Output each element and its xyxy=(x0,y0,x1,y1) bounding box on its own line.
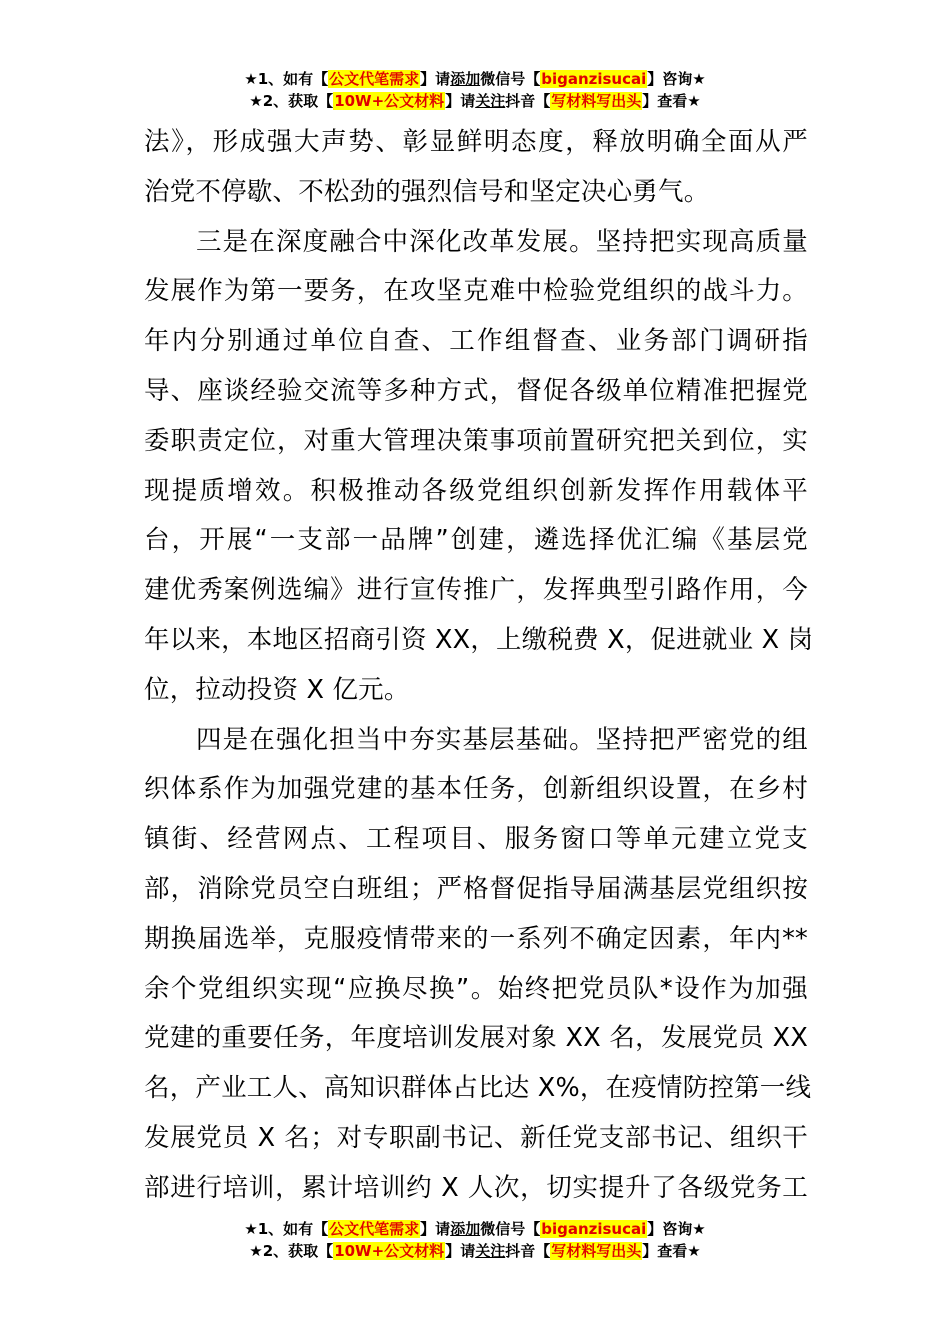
banner-text: 】请 xyxy=(420,70,451,88)
banner-text: ★1、如有【 xyxy=(244,1220,329,1238)
banner-text: 抖音【 xyxy=(505,1242,551,1260)
body-line: 建优秀案例选编》进行宣传推广，发挥典型引路作用，今 xyxy=(144,575,808,606)
highlight-materials: 10W+公文材料 xyxy=(334,92,445,110)
banner-underlined: 关注 xyxy=(475,1242,506,1260)
banner-text: 微信号【 xyxy=(480,70,541,88)
banner-line-2 xyxy=(0,1240,950,1262)
body-line: 法》，形成强大声势、彰显鲜明态度，释放明确全面从严 xyxy=(144,127,808,157)
body-line: 部，消除党员空白班组；严格督促指导届满基层党组织按 xyxy=(144,873,808,904)
body-line: 位，拉动投资 X 亿元。 xyxy=(144,674,410,705)
document-body xyxy=(144,118,814,1214)
body-line: 发展党员 X 名；对专职副书记、新任党支部书记、组织干 xyxy=(144,1122,808,1153)
top-banner xyxy=(0,68,950,112)
banner-text: 微信号【 xyxy=(480,1220,541,1238)
body-line: 发展作为第一要务，在攻坚克难中检验党组织的战斗力。 xyxy=(144,276,808,307)
banner-line-2 xyxy=(0,90,950,112)
banner-text: 】查看★ xyxy=(642,92,701,110)
body-line: 台，开展“一支部一品牌”创建，遴选择优汇编《基层党 xyxy=(144,525,808,556)
body-line: 名，产业工人、高知识群体占比达 X%，在疫情防控第一线 xyxy=(144,1073,812,1104)
body-line: 织体系作为加强党建的基本任务，创新组织设置，在乡村 xyxy=(144,774,808,805)
highlight-wechat-id: biganzisucai xyxy=(541,70,647,88)
banner-text: 抖音【 xyxy=(505,92,551,110)
body-line: 镇街、经营网点、工程项目、服务窗口等单元建立党支 xyxy=(144,824,808,855)
highlight-douyin: 写材料写出头 xyxy=(551,1242,642,1260)
banner-text: 】咨询★ xyxy=(647,1220,706,1238)
banner-text: 】请 xyxy=(420,1220,451,1238)
highlight-wechat-id: biganzisucai xyxy=(541,1220,647,1238)
bottom-banner xyxy=(0,1218,950,1262)
paragraph-heading-line: 三是在深度融合中深化改革发展。坚持把实现高质量 xyxy=(196,226,808,257)
paragraph-heading-line: 四是在强化担当中夯实基层基础。坚持把严密党的组 xyxy=(196,724,808,755)
body-line: 治党不停歇、不松劲的强烈信号和坚定决心勇气。 xyxy=(144,176,710,207)
banner-text: ★2、获取【 xyxy=(249,92,334,110)
body-line: 导、座谈经验交流等多种方式，督促各级单位精准把握党 xyxy=(144,375,808,406)
banner-line-1 xyxy=(0,68,950,90)
banner-text: 】查看★ xyxy=(642,1242,701,1260)
body-line: 党建的重要任务，年度培训发展对象 XX 名，发展党员 XX xyxy=(144,1023,808,1054)
body-line: 期换届选举，克服疫情带来的一系列不确定因素，年内** xyxy=(144,923,808,954)
body-line: 部进行培训，累计培训约 X 人次，切实提升了各级党务工 xyxy=(144,1172,808,1203)
highlight-service: 公文代笔需求 xyxy=(329,1220,420,1238)
banner-text: ★1、如有【 xyxy=(244,70,329,88)
banner-text: ★2、获取【 xyxy=(249,1242,334,1260)
body-line: 现提质增效。积极推动各级党组织创新发挥作用载体平 xyxy=(144,475,808,506)
banner-line-1 xyxy=(0,1218,950,1240)
highlight-materials: 10W+公文材料 xyxy=(334,1242,445,1260)
banner-underlined: 添加 xyxy=(450,70,481,88)
banner-underlined: 关注 xyxy=(475,92,506,110)
body-line: 年内分别通过单位自查、工作组督查、业务部门调研指 xyxy=(144,326,808,357)
body-line: 年以来，本地区招商引资 XX，上缴税费 X，促进就业 X 岗 xyxy=(144,624,814,655)
banner-text: 】请 xyxy=(445,92,476,110)
highlight-service: 公文代笔需求 xyxy=(329,70,420,88)
body-line: 余个党组织实现“应换尽换”。始终把党员队*设作为加强 xyxy=(144,973,808,1004)
banner-text: 】咨询★ xyxy=(647,70,706,88)
banner-text: 】请 xyxy=(445,1242,476,1260)
highlight-douyin: 写材料写出头 xyxy=(551,92,642,110)
body-line: 委职责定位，对重大管理决策事项前置研究把关到位，实 xyxy=(144,425,808,456)
banner-underlined: 添加 xyxy=(450,1220,481,1238)
